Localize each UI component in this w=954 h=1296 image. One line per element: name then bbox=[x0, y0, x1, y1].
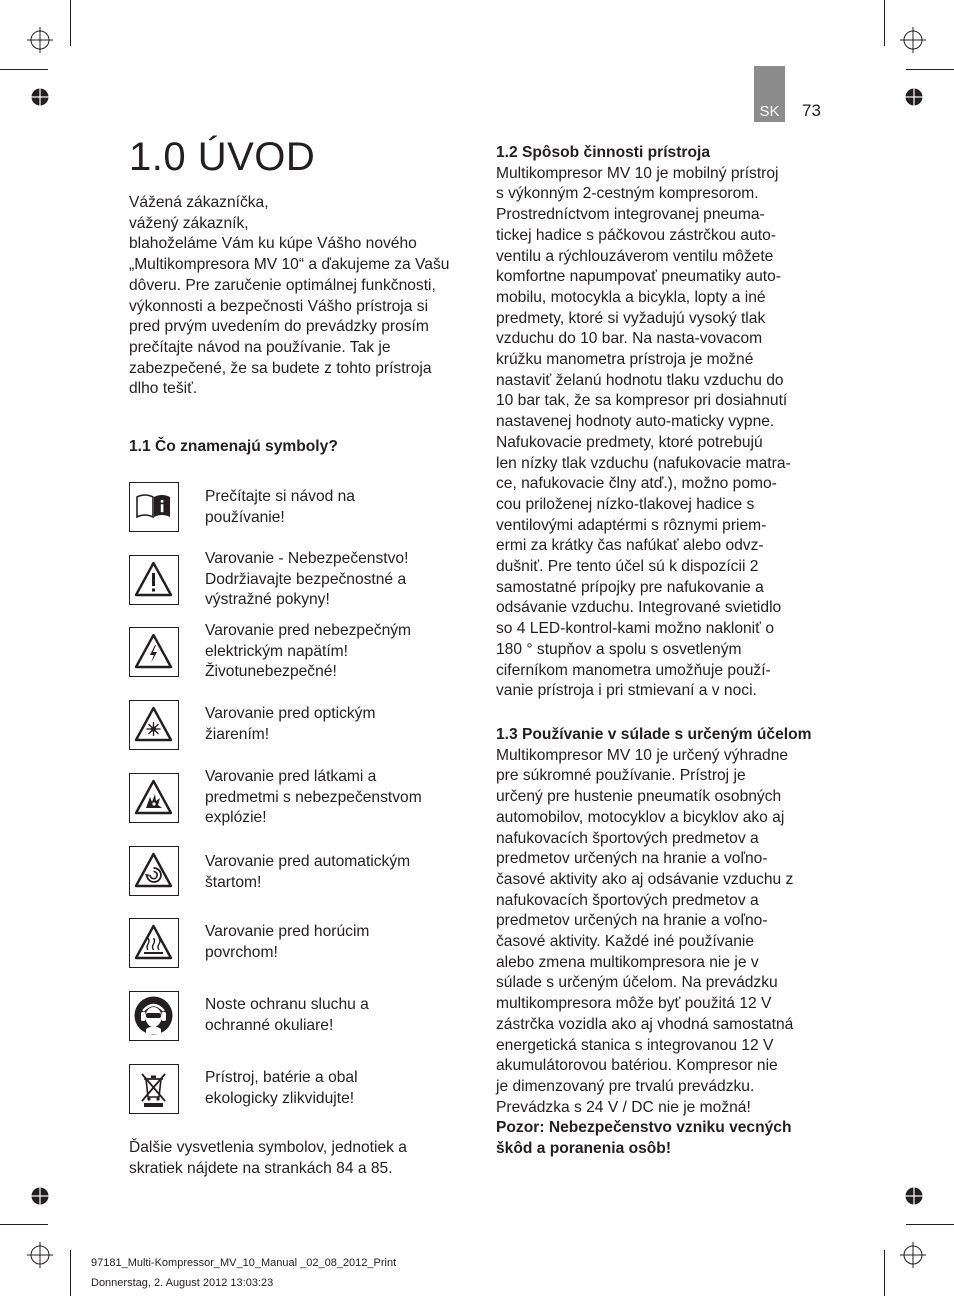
paragraph-line: 180 ° stupňov a spolu s osvetleným bbox=[496, 640, 742, 658]
paragraph-line: Prevádzka s 24 V / DC nie je možná! bbox=[496, 1098, 751, 1116]
paragraph-line: pre súkromné používanie. Prístroj je bbox=[496, 767, 746, 785]
explosive-warning-icon bbox=[133, 777, 174, 818]
paragraph-line: je dimenzovaný pre trvalú prevádzku. bbox=[496, 1077, 755, 1095]
hot-surface-warning-icon bbox=[133, 922, 174, 963]
paragraph-line: časové aktivity. Každé iné používanie bbox=[496, 933, 755, 951]
optical-radiation-warning-icon bbox=[133, 704, 174, 745]
registration-mark-icon bbox=[27, 1242, 53, 1268]
paragraph-line: so 4 LED-kontrol-kami možno nakloniť o bbox=[496, 620, 774, 638]
symbol-frame bbox=[129, 627, 179, 677]
symbol-label-line: Varovanie pred optickým bbox=[205, 705, 376, 722]
paragraph-line: akumulátorovou batériou. Kompresor nie bbox=[496, 1057, 778, 1075]
symbols-closing-text: Ďalšie vysvetlenia symbolov, jednotiek a skratiek nájdete na strankách 84 a 85. bbox=[129, 1139, 407, 1177]
registration-mark-icon bbox=[27, 27, 53, 53]
section-1-2 bbox=[496, 143, 824, 702]
paragraph-line: Multikompresor MV 10 je určený výhradne bbox=[496, 746, 789, 764]
paragraph-line: dušniť. Pre tento účel sú k dispozícii 2 bbox=[496, 558, 759, 576]
greeting-line: Vážená zákazníčka, bbox=[129, 194, 269, 211]
symbol-frame bbox=[129, 482, 179, 532]
symbol-row bbox=[129, 991, 459, 1045]
symbol-label-line: explózie! bbox=[205, 809, 267, 827]
paragraph-line: krúžku manometra prístroja je možné bbox=[496, 351, 754, 369]
automatic-start-warning-icon bbox=[133, 850, 174, 891]
paragraph-line: automobilov, motocyklov a bicyklov ako aj bbox=[496, 808, 785, 826]
paragraph-line: odsávanie vzduchu. Integrované svietidlo bbox=[496, 599, 782, 617]
registration-dot-icon bbox=[31, 88, 49, 106]
symbol-label-line: Životunebezpečné! bbox=[205, 663, 337, 681]
paragraph-line: určený pre hustenie pneumatík osobných bbox=[496, 788, 782, 806]
paragraph-line: cou priloženej nízko-tlakovej hadice s bbox=[496, 495, 755, 513]
print-date: Donnerstag, 2. August 2012 13:03:23 bbox=[91, 1277, 274, 1289]
paragraph-line: komfortne napumpovať pneumatiky auto- bbox=[496, 268, 781, 286]
symbol-row bbox=[129, 918, 459, 972]
symbol-label-line: Varovanie pred nebezpečným bbox=[205, 622, 412, 639]
paragraph-line: ventilu a rýchlouzáverom ventilu môžete bbox=[496, 247, 774, 265]
symbol-frame bbox=[129, 918, 179, 968]
symbol-label-line: predmetmi s nebezpečenstvom bbox=[205, 788, 422, 806]
paragraph-line: časové aktivity ako aj odsávanie vzduchu z bbox=[496, 870, 794, 888]
registration-dot-icon bbox=[905, 1187, 923, 1205]
paragraph-line: nafukovacích športových predmetov a bbox=[496, 891, 759, 909]
paragraph-line: ciferníkom manometra umožňuje použí- bbox=[496, 661, 771, 679]
paragraph-line: vanie prístroja i pri stmievaní a v noci. bbox=[496, 682, 757, 700]
symbol-row bbox=[129, 622, 459, 681]
paragraph-line: Nafukovacie predmety, ktoré potrebujú bbox=[496, 433, 763, 451]
symbol-frame bbox=[129, 991, 179, 1041]
intro-text bbox=[129, 193, 459, 400]
symbol-frame bbox=[129, 1064, 179, 1114]
electric-voltage-warning-icon bbox=[133, 631, 174, 672]
symbol-label-line: používanie! bbox=[205, 508, 285, 526]
registration-dot-icon bbox=[905, 88, 923, 106]
paragraph-line: ce, nafukovacie člny atď.), možno pomo- bbox=[496, 475, 777, 493]
symbol-label-line: Noste ochranu sluchu a bbox=[205, 996, 369, 1013]
paragraph-line: mobilu, motocykla a bicykla, lopty a iné bbox=[496, 288, 766, 306]
paragraph-line: Prostredníctvom integrovanej pneuma- bbox=[496, 206, 765, 224]
symbol-frame bbox=[129, 555, 179, 605]
paragraph-line: ventilovými adaptérmi s rôznymi priem- bbox=[496, 516, 767, 534]
symbol-label-line: Varovanie pred horúcim bbox=[205, 923, 370, 940]
language-tab: SK bbox=[754, 66, 785, 122]
symbol-row bbox=[129, 768, 459, 827]
paragraph-line: zástrčka vozidla ako aj vhodná samostatná bbox=[496, 1015, 794, 1033]
registration-mark-icon bbox=[900, 1242, 926, 1268]
symbol-label-line: ochranné okuliare! bbox=[205, 1016, 334, 1034]
page-title: 1.0 ÚVOD bbox=[129, 135, 316, 179]
symbol-label-line: elektrickým napätím! bbox=[205, 642, 348, 660]
paragraph-line: nastavenej hodnoty auto-maticky vypne. bbox=[496, 413, 775, 431]
warning-line: škôd a poranenia osôb! bbox=[496, 1140, 672, 1158]
symbol-row bbox=[129, 846, 459, 900]
section-heading-1-1: 1.1 Čo znamenajú symboly? bbox=[129, 438, 338, 455]
paragraph-line: Multikompresor MV 10 je mobilný prístroj bbox=[496, 164, 779, 182]
warning-general-icon bbox=[133, 559, 174, 600]
intro-paragraph: blahoželáme Vám ku kúpe Vášho nového „Multikompresora MV 10“ a ďakujeme za Vašu dôveru. Pre zaručenie optimálnej funkčnosti, výkonnosti a bezpečnosti Vášho prístroja si pred prvým uvedením do prevádzky prosím prečítajte návod na používanie. Tak je zabezpečené, že sa budete z tohto prístroja dlho tešiť. bbox=[129, 235, 450, 398]
symbol-row bbox=[129, 550, 459, 609]
paragraph-line: nastaviť želanú hodnotu tlaku vzduchu do bbox=[496, 371, 784, 389]
paragraph-line: tickej hadice s páčkovou zástrčkou auto- bbox=[496, 226, 776, 244]
paragraph-line: alebo zmena multikompresora nie je v bbox=[496, 953, 759, 971]
paragraph-line: 10 bar tak, že sa kompresor pri dosiahnutí bbox=[496, 392, 788, 410]
warning-line: Pozor: Nebezpečenstvo vzniku vecných bbox=[496, 1119, 792, 1137]
paragraph-line: samostatné prípojky pre nafukovanie a bbox=[496, 578, 764, 596]
paragraph-line: súlade s určeným účelom. Na prevádzku bbox=[496, 974, 778, 992]
read-manual-icon bbox=[133, 486, 174, 527]
symbol-row bbox=[129, 1064, 459, 1118]
ear-eye-protection-icon bbox=[133, 995, 174, 1036]
symbol-frame bbox=[129, 846, 179, 896]
symbol-label-line: žiarením! bbox=[205, 725, 270, 743]
section-heading-1-2: 1.2 Spôsob činnosti prístroja bbox=[496, 144, 711, 161]
symbol-label-line: Varovanie pred látkami a bbox=[205, 768, 377, 785]
paragraph-line: predmetov určených na hranie a voľno- bbox=[496, 912, 768, 930]
paragraph-line: predmetov určených na hranie a voľno- bbox=[496, 850, 768, 868]
paragraph-line: energetická stanica s integrovanou 12 V bbox=[496, 1036, 774, 1054]
symbol-label-line: Dodržiavajte bezpečnostné a bbox=[205, 570, 407, 588]
symbol-label-line: Varovanie - Nebezpečenstvo! bbox=[205, 550, 409, 567]
paragraph-line: ermi za krátky čas nafúkať alebo odvz- bbox=[496, 537, 764, 555]
print-file-name: 97181_Multi-Kompressor_MV_10_Manual _02_08_2012_Print bbox=[91, 1257, 397, 1269]
symbol-label-line: povrchom! bbox=[205, 943, 278, 961]
symbol-row bbox=[129, 700, 459, 754]
greeting-line: vážený zákazník, bbox=[129, 214, 249, 232]
paragraph-line: len nízky tlak vzduchu (nafukovacie matra- bbox=[496, 454, 791, 472]
symbol-frame bbox=[129, 773, 179, 823]
page-number: 73 bbox=[802, 101, 821, 120]
symbol-label-line: ekologicky zlikvidujte! bbox=[205, 1089, 355, 1107]
symbol-row bbox=[129, 482, 459, 536]
registration-dot-icon bbox=[31, 1187, 49, 1205]
paragraph-line: multikompresora môže byť použitá 12 V bbox=[496, 995, 772, 1013]
paragraph-line: nafukovacích športových predmetov a bbox=[496, 829, 759, 847]
symbol-frame bbox=[129, 700, 179, 750]
symbol-label-line: Varovanie pred automatickým bbox=[205, 853, 411, 870]
paragraph-line: vzduchu do 10 bar. Na nasta-vovacom bbox=[496, 330, 763, 348]
paragraph-line: predmety, ktoré si vyžadujú vysoký tlak bbox=[496, 309, 766, 327]
section-heading-1-3: 1.3 Používanie v súlade s určeným účelom bbox=[496, 726, 812, 743]
paragraph-line: s výkonným 2-cestným kompresorom. bbox=[496, 185, 759, 203]
registration-mark-icon bbox=[900, 27, 926, 53]
weee-disposal-icon bbox=[133, 1068, 174, 1109]
symbol-label-line: Prečítajte si návod na bbox=[205, 488, 355, 505]
symbol-label-line: Prístroj, batérie a obal bbox=[205, 1069, 358, 1086]
symbol-label-line: výstražné pokyny! bbox=[205, 591, 330, 609]
section-1-3 bbox=[496, 725, 824, 1160]
symbol-label-line: štartom! bbox=[205, 873, 262, 891]
